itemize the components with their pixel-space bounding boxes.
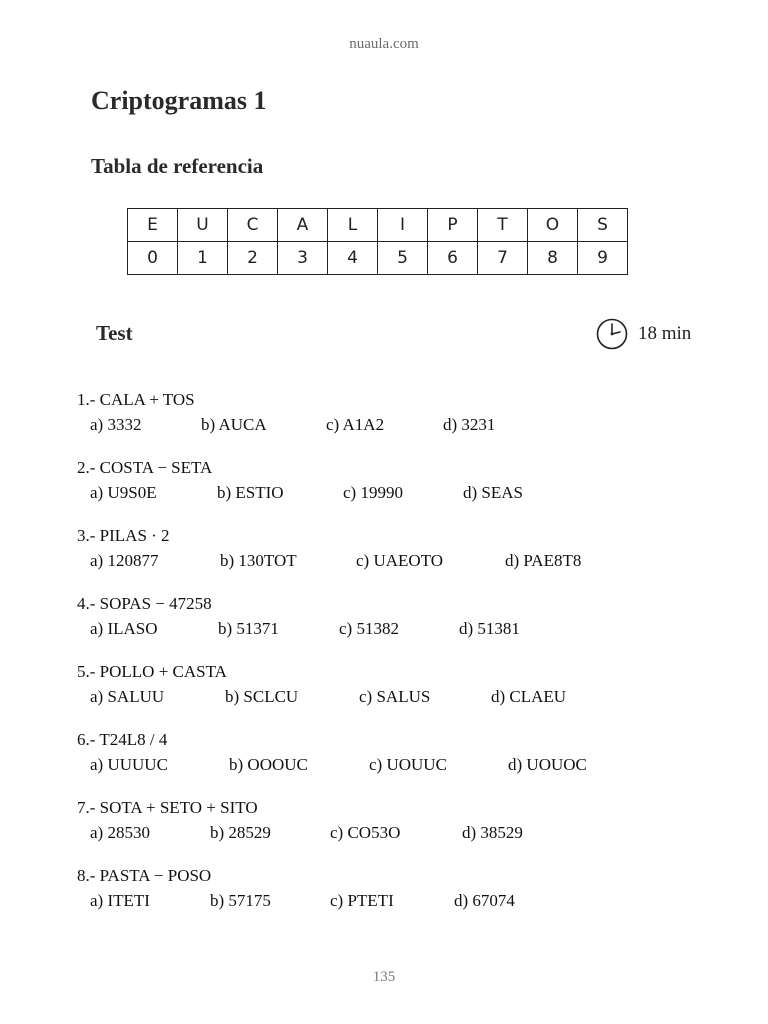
answer-option-d[interactable]: d) UOUOC bbox=[508, 755, 587, 774]
question-item bbox=[77, 797, 523, 865]
answer-option-c[interactable]: c) 19990 bbox=[343, 483, 403, 502]
question-text: 6.- T24L8 / 4 bbox=[77, 730, 168, 749]
question-item bbox=[77, 661, 567, 729]
answer-options bbox=[90, 819, 523, 845]
answer-option-a[interactable]: a) UUUUC bbox=[90, 755, 168, 774]
answer-option-a[interactable]: a) 28530 bbox=[90, 823, 150, 842]
answer-option-d[interactable]: d) SEAS bbox=[463, 483, 523, 502]
ref-letter-cell: O bbox=[528, 209, 578, 242]
question-text: 8.- PASTA − POSO bbox=[77, 866, 212, 885]
ref-digit-cell: 9 bbox=[578, 242, 628, 275]
ref-digit-cell: 5 bbox=[378, 242, 428, 275]
answer-option-c[interactable]: c) PTETI bbox=[330, 891, 394, 910]
answer-option-d[interactable]: d) 51381 bbox=[459, 619, 520, 638]
ref-digit-cell: 3 bbox=[278, 242, 328, 275]
ref-letter-cell: E bbox=[128, 209, 178, 242]
timer bbox=[596, 318, 691, 350]
reference-table bbox=[127, 208, 628, 275]
question-item bbox=[77, 865, 515, 933]
answer-option-b[interactable]: b) ESTIO bbox=[217, 483, 284, 502]
answer-option-c[interactable]: c) UAEOTO bbox=[356, 551, 444, 570]
question-item bbox=[77, 457, 523, 525]
answer-option-b[interactable]: b) AUCA bbox=[201, 415, 267, 434]
answer-option-b[interactable]: b) 51371 bbox=[218, 619, 279, 638]
answer-options bbox=[90, 547, 582, 573]
answer-option-d[interactable]: d) CLAEU bbox=[491, 687, 567, 706]
answer-options bbox=[90, 479, 523, 505]
ref-digit-cell: 0 bbox=[128, 242, 178, 275]
ref-letter-cell: U bbox=[178, 209, 228, 242]
question-list bbox=[77, 389, 587, 933]
ref-digit-cell: 1 bbox=[178, 242, 228, 275]
page-number: 135 bbox=[372, 969, 396, 985]
answer-option-b[interactable]: b) OOOUC bbox=[229, 755, 308, 774]
question-text: 1.- CALA + TOS bbox=[77, 390, 195, 409]
question-item bbox=[77, 729, 587, 797]
answer-option-b[interactable]: b) 130TOT bbox=[220, 551, 297, 570]
answer-options bbox=[90, 751, 587, 777]
ref-letter-cell: A bbox=[278, 209, 328, 242]
ref-digit-cell: 4 bbox=[328, 242, 378, 275]
answer-option-c[interactable]: c) SALUS bbox=[359, 687, 431, 706]
answer-option-a[interactable]: a) 120877 bbox=[90, 551, 159, 570]
answer-options bbox=[90, 615, 520, 641]
answer-option-b[interactable]: b) SCLCU bbox=[225, 687, 299, 706]
answer-option-a[interactable]: a) U9S0E bbox=[90, 483, 157, 502]
clock-icon bbox=[596, 318, 628, 350]
timer-duration: 18 min bbox=[638, 323, 692, 344]
answer-option-d[interactable]: d) 38529 bbox=[462, 823, 523, 842]
answer-option-b[interactable]: b) 28529 bbox=[210, 823, 271, 842]
answer-option-a[interactable]: a) SALUU bbox=[90, 687, 165, 706]
answer-option-a[interactable]: a) 3332 bbox=[90, 415, 142, 434]
reference-letters-row bbox=[128, 209, 628, 242]
answer-option-c[interactable]: c) A1A2 bbox=[326, 415, 385, 434]
ref-digit-cell: 2 bbox=[228, 242, 278, 275]
answer-option-c[interactable]: c) 51382 bbox=[339, 619, 399, 638]
answer-options bbox=[90, 887, 515, 913]
reference-heading: Tabla de referencia bbox=[91, 154, 264, 178]
answer-option-a[interactable]: a) ILASO bbox=[90, 619, 158, 638]
question-item bbox=[77, 389, 496, 457]
site-header: nuaula.com bbox=[349, 36, 419, 52]
question-item bbox=[77, 525, 582, 593]
ref-letter-cell: T bbox=[478, 209, 528, 242]
answer-option-a[interactable]: a) ITETI bbox=[90, 891, 150, 910]
question-text: 3.- PILAS · 2 bbox=[77, 526, 170, 545]
answer-option-d[interactable]: d) PAE8T8 bbox=[505, 551, 582, 570]
answer-option-b[interactable]: b) 57175 bbox=[210, 891, 271, 910]
ref-digit-cell: 7 bbox=[478, 242, 528, 275]
ref-letter-cell: P bbox=[428, 209, 478, 242]
ref-letter-cell: C bbox=[228, 209, 278, 242]
answer-options bbox=[90, 683, 567, 709]
question-item bbox=[77, 593, 520, 661]
ref-letter-cell: S bbox=[578, 209, 628, 242]
ref-letter-cell: I bbox=[378, 209, 428, 242]
question-text: 7.- SOTA + SETO + SITO bbox=[77, 798, 258, 817]
answer-option-c[interactable]: c) UOUUC bbox=[369, 755, 447, 774]
answer-option-d[interactable]: d) 3231 bbox=[443, 415, 496, 434]
answer-option-c[interactable]: c) CO53O bbox=[330, 823, 401, 842]
question-text: 2.- COSTA − SETA bbox=[77, 458, 213, 477]
ref-digit-cell: 8 bbox=[528, 242, 578, 275]
reference-digits-row bbox=[128, 242, 628, 275]
ref-digit-cell: 6 bbox=[428, 242, 478, 275]
answer-option-d[interactable]: d) 67074 bbox=[454, 891, 515, 910]
ref-letter-cell: L bbox=[328, 209, 378, 242]
question-text: 5.- POLLO + CASTA bbox=[77, 662, 227, 681]
page-title: Criptogramas 1 bbox=[91, 86, 267, 115]
answer-options bbox=[90, 411, 496, 437]
question-text: 4.- SOPAS − 47258 bbox=[77, 594, 212, 613]
test-heading: Test bbox=[96, 321, 133, 345]
